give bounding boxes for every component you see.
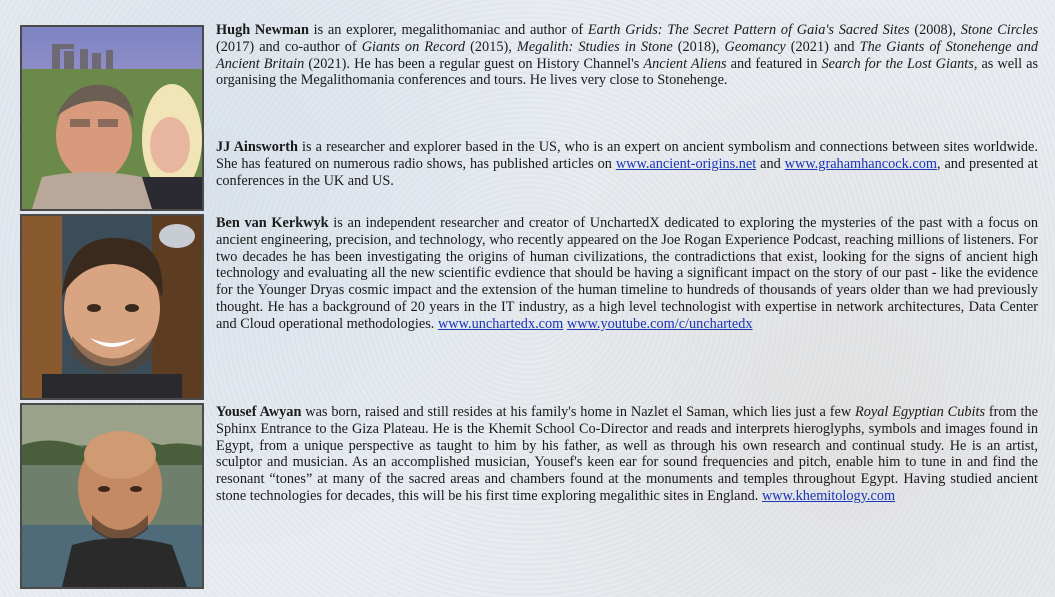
link-ancient-origins[interactable]: www.ancient-origins.net <box>615 155 757 172</box>
book-title: Stone Circles <box>960 22 1039 38</box>
bio-text: (2021). He has been a regular guest on History Channel's <box>304 55 644 72</box>
book-title: The Giants of Stonehenge and Ancient Britain <box>216 38 1038 72</box>
italic-phrase: Royal Egyptian Cubits <box>855 404 986 420</box>
bio-text: and featured in <box>726 55 822 72</box>
photo-yousef-awyan-graphic <box>22 405 202 587</box>
link-unchartedx[interactable]: www.unchartedx.com <box>437 315 564 332</box>
bio-jj-ainsworth <box>216 139 1038 189</box>
bio-text: (2017) and co-author of <box>216 38 362 55</box>
bio-text: is an explorer, megalithomaniac and author of <box>308 22 588 38</box>
photo-hugh-newman-jj-ainsworth <box>20 25 204 211</box>
book-title: Giants on Record <box>361 38 466 55</box>
speaker-name: Hugh Newman <box>216 22 309 38</box>
bio-text: (2021) and <box>785 38 860 55</box>
bio-yousef-awyan <box>216 404 1038 505</box>
photo-yousef-awyan <box>20 403 204 589</box>
bio-text: , and presented at conferences in the UK and US. <box>216 155 1038 189</box>
photo-ben-van-kerkwyk-graphic <box>22 216 202 398</box>
bio-text: (2008), <box>909 22 961 38</box>
bio-text: from the Sphinx Entrance to the Giza Plateau. He is the Khemit School Co-Director and reads and interprets hieroglyphs, symbols and images found in Egypt, from a unique perspective as taught to him by his father, as well as through his own research and continual study. He is an artist, sculptor and musician. As an accomplished musician, Yousef's keen ear for sound frequencies and pitch, enable him to tune in and find the resonant “tones” at many of the sacred areas and chambers found at the monuments and temples throughout Egypt. Having studied ancient stone technologies for decades, this will be his first time exploring megalithic sites in England. <box>216 404 1038 504</box>
show-title: Ancient Aliens <box>643 55 727 72</box>
speaker-name: JJ Ainsworth <box>216 139 298 155</box>
speaker-name: Ben van Kerkwyk <box>216 215 329 231</box>
photo-ben-van-kerkwyk <box>20 214 204 400</box>
show-title: Search for the Lost Giants <box>821 55 974 72</box>
bio-text: and <box>756 155 785 172</box>
bio-text: is a researcher and explorer based in the US, who is an expert on ancient symbolism and connections between sites worldwide. She has featured on numerous radio shows, has published articles on <box>216 139 1038 172</box>
book-title: Geomancy <box>724 38 786 55</box>
bio-hugh-newman <box>216 22 1038 89</box>
link-youtube-unchartedx[interactable]: www.youtube.com/c/unchartedx <box>566 315 753 332</box>
book-title: Megalith: Studies in Stone <box>516 38 673 55</box>
photo-hugh-newman-jj-ainsworth-graphic <box>22 27 202 209</box>
bio-text: is an independent researcher and creator of UnchartedX dedicated to exploring the mysteries of the past with a focus on ancient engineering, precision, and technology, who recently appeared on the Joe Rogan Experience Podcast, reaching millions of listeners. For two decades he has been investigating the origins of human civilizations, the contradictions that exist, looking for the signs of ancient high technology and evaluating all the new scientific evdience that should be having a significant impact on the story of our past - like the evidence for the Younger Dryas cosmic impact and the extension of the human timeline to hundreds of thousands of years older than we had previously thought. He has a background of 20 years in the IT industry, as a high level technologist with expertise in network architectures, Data Center and Cloud operational methodologies. <box>216 215 1038 332</box>
link-graham-hancock[interactable]: www.grahamhancock.com <box>784 155 937 172</box>
speaker-name: Yousef Awyan <box>216 404 302 420</box>
book-title: Earth Grids: The Secret Pattern of Gaia's Sacred Sites <box>587 22 910 38</box>
link-khemitology[interactable]: www.khemitology.com <box>761 487 896 504</box>
bio-text: was born, raised and still resides at his family's home in Nazlet el Saman, which lies just a few <box>301 404 856 420</box>
bio-text: , as well as organising the Megalithomania conferences and tours. He lives very close to Stonehenge. <box>216 55 1039 89</box>
bio-text: (2018), <box>672 38 725 55</box>
bio-ben-van-kerkwyk <box>216 215 1038 333</box>
bio-text: (2015), <box>465 38 517 55</box>
